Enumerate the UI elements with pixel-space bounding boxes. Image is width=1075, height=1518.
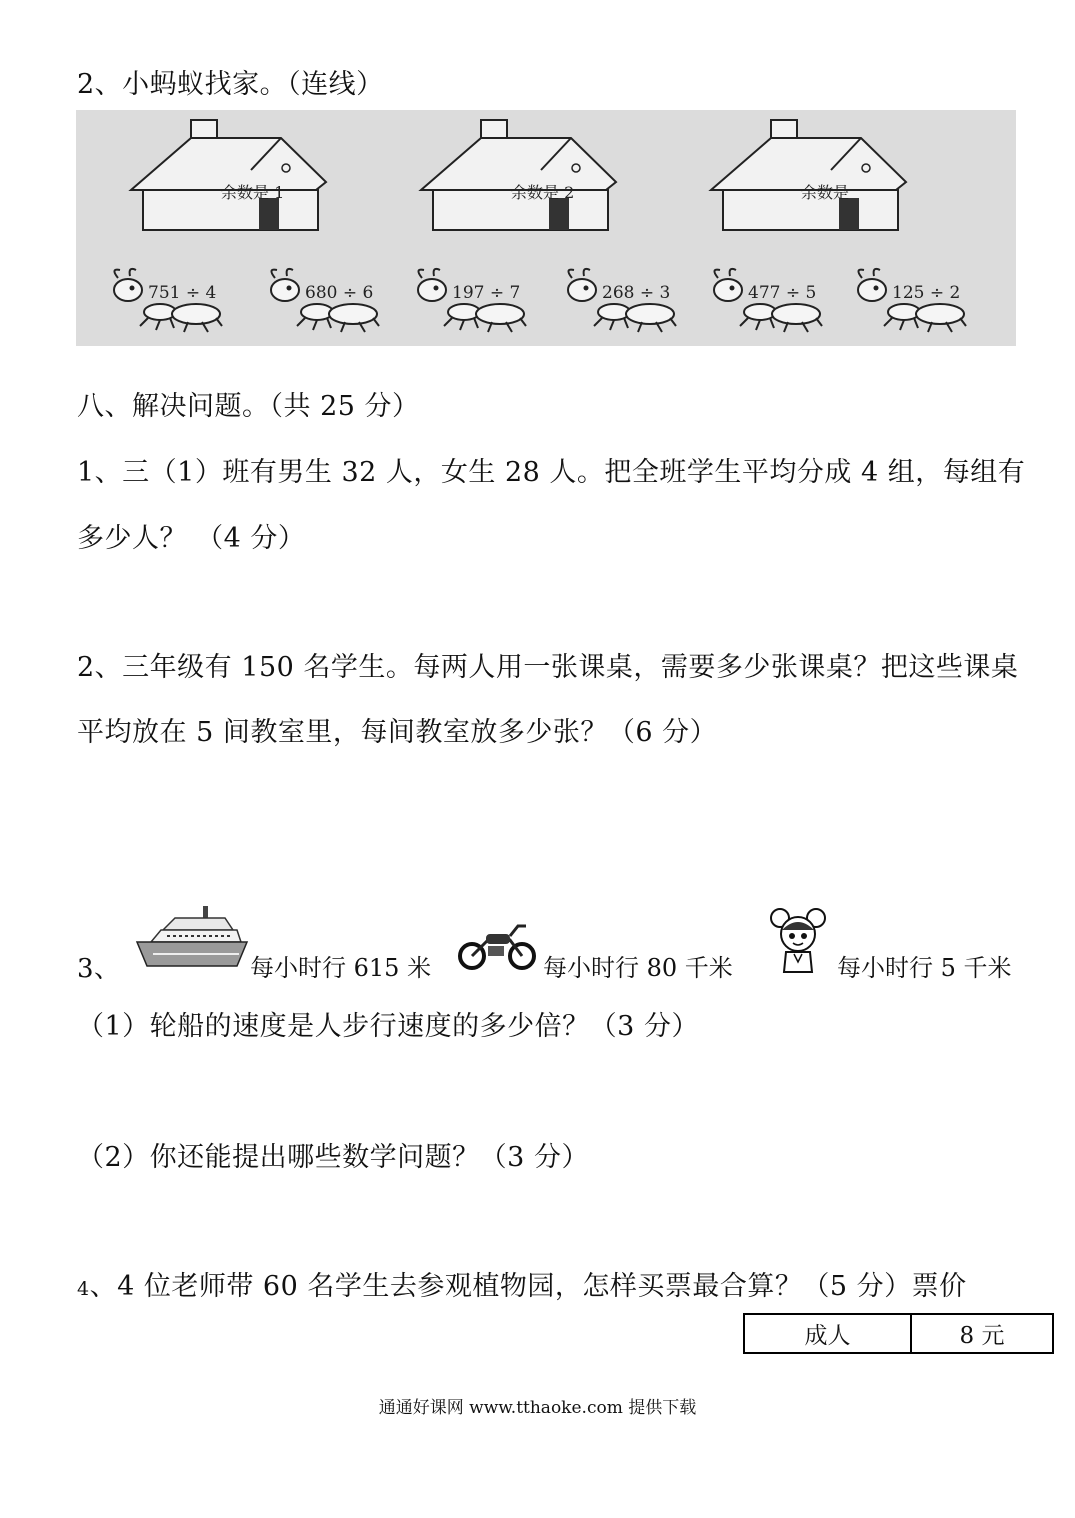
table-row — [744, 1314, 1053, 1353]
house-label: 余数是 2 — [511, 183, 575, 202]
ant-expression: 197 ÷ 7 — [452, 283, 521, 303]
house-2 — [421, 120, 616, 230]
problem-1-line-2: 多少人？ （4 分） — [77, 523, 306, 554]
ant-expression: 477 ÷ 5 — [748, 283, 817, 303]
ant-2 — [271, 269, 379, 332]
problem-4-number: 4 — [77, 1278, 90, 1300]
girl-icon — [766, 906, 830, 974]
problem-3-sub-1: （1）轮船的速度是人步行速度的多少倍？（3 分） — [77, 1011, 699, 1042]
house-label: 余数是 — [801, 183, 850, 202]
problem-2-line-1: 2、三年级有 150 名学生。每两人用一张课桌，需要多少张课桌？把这些课桌 — [77, 652, 1019, 683]
problem-3-number: 3、 — [77, 954, 121, 984]
problem-4-body: 、4 位老师带 60 名学生去参观植物园，怎样买票最合算？（5 分）票价 — [89, 1271, 967, 1302]
section-title: 八、解决问题。（共 25 分） — [77, 391, 420, 422]
ant-3 — [418, 269, 526, 332]
ant-matching-illustration — [76, 110, 1016, 346]
motorcycle-speed: 每小时行 80 千米 — [543, 954, 733, 982]
ship-icon — [133, 900, 251, 972]
ant-expression: 125 ÷ 2 — [892, 283, 961, 303]
problem-4-text — [77, 1264, 967, 1303]
ant-expression: 268 ÷ 3 — [602, 283, 671, 303]
illustration-canvas — [76, 110, 1016, 346]
house-3 — [711, 120, 906, 230]
price-label-cell: 成人 — [744, 1314, 911, 1353]
question-title: 2、小蚂蚁找家。（连线） — [77, 69, 384, 100]
footer-credit: 通通好课网 www.tthaoke.com 提供下载 — [378, 1398, 697, 1418]
house-label: 余数是 1 — [221, 183, 285, 202]
motorcycle-icon — [458, 918, 536, 972]
house-1 — [131, 120, 326, 230]
ship-speed: 每小时行 615 米 — [250, 954, 432, 982]
problem-3-sub-2: （2）你还能提出哪些数学问题？（3 分） — [77, 1142, 589, 1173]
ant-4 — [568, 269, 676, 332]
ant-expression: 680 ÷ 6 — [305, 283, 374, 303]
ant-6 — [858, 269, 966, 332]
ticket-price-table — [743, 1313, 1054, 1354]
problem-1-line-1: 1、三（1）班有男生 32 人，女生 28 人。把全班学生平均分成 4 组，每组有 — [77, 457, 1026, 488]
price-value-cell: 8 元 — [911, 1314, 1053, 1353]
ant-5 — [714, 269, 822, 332]
problem-3-row — [0, 900, 1075, 990]
ant-expression: 751 ÷ 4 — [148, 283, 217, 303]
ant-1 — [114, 269, 222, 332]
problem-2-line-2: 平均放在 5 间教室里，每间教室放多少张？（6 分） — [77, 717, 718, 748]
walking-speed: 每小时行 5 千米 — [837, 954, 1012, 982]
